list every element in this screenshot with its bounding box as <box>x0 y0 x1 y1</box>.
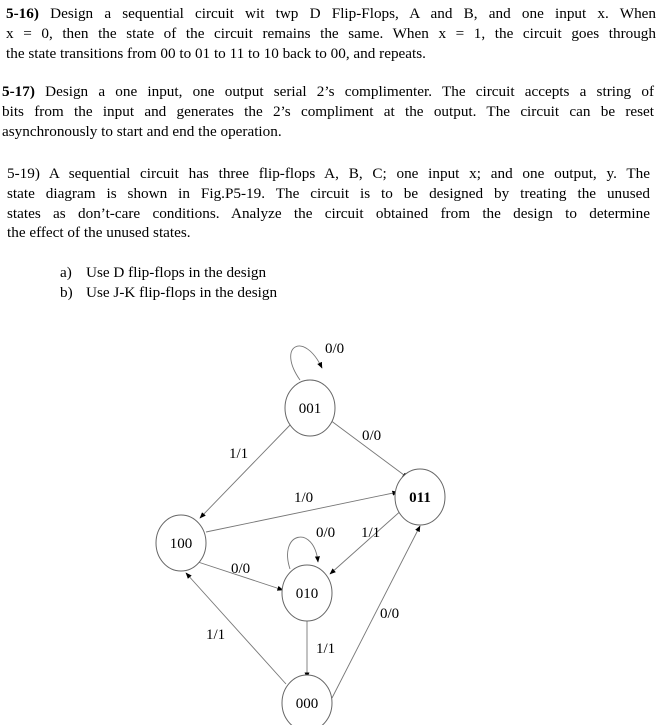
problem-line: the state transitions from 00 to 01 to 11 to 10 back to 00, and repeats. <box>6 44 426 62</box>
edge-label: 1/1 <box>316 641 336 657</box>
edge-label: 0/0 <box>362 428 382 444</box>
list-marker: a) <box>60 264 72 281</box>
edge-label: 0/0 <box>316 525 336 541</box>
edge-label: 0/0 <box>231 561 251 577</box>
edge-label: 0/0 <box>380 606 400 622</box>
edge-000-to-100 <box>186 573 286 684</box>
problem-line: 5-16) Design a sequential circuit wit twp D Flip-Flops, A and B, and one input x. When <box>6 5 656 22</box>
problem-line: state diagram is shown in Fig.P5-19. The circuit is to be designed by treating the unused <box>7 184 650 202</box>
edge-label: 1/1 <box>206 627 226 643</box>
problem-line: the effect of the unused states. <box>7 224 191 242</box>
problem-label: 5-16) <box>6 5 39 22</box>
state-011 <box>395 469 445 525</box>
edge-label: 1/0 <box>294 490 314 506</box>
state-100 <box>156 515 206 571</box>
list-text: Use D flip-flops in the design <box>86 264 267 281</box>
problem-label: 5-19) <box>7 165 40 182</box>
state-000 <box>282 675 332 725</box>
edge-011-to-010 <box>330 508 404 574</box>
edge-000-to-011 <box>332 526 420 698</box>
edge-label: 0/0 <box>325 341 345 357</box>
problem-line: 5-19) A sequential circuit has three flip-flops A, B, C; one input x; and one output, y. The <box>7 165 650 182</box>
state-011-label: 011 <box>409 490 431 506</box>
problem-line: bits from the input and generates the 2’s compliment at the output. The circuit can be reset <box>2 102 654 120</box>
self-loop-010 <box>288 537 318 569</box>
state-010 <box>282 565 332 621</box>
problem-line: asynchronously to start and end the operation. <box>2 122 282 140</box>
edge-label: 1/1 <box>361 525 381 541</box>
list-text: Use J-K flip-flops in the design <box>86 284 278 301</box>
problem-label: 5-17) <box>2 83 35 100</box>
state-000-label: 000 <box>295 696 319 712</box>
problem-line: x = 0, then the state of the circuit remains the same. When x = 1, the circuit goes through <box>6 24 656 42</box>
edge-label: 1/1 <box>229 446 249 462</box>
state-100-label: 100 <box>169 536 193 552</box>
problem-line: 5-17) Design a one input, one output serial 2’s complimenter. The circuit accepts a string of <box>2 83 654 100</box>
problem-line: states as don’t-care conditions. Analyze the circuit obtained from the design to determine <box>7 204 650 222</box>
state-010-label: 010 <box>295 586 319 602</box>
list-marker: b) <box>60 284 73 301</box>
state-001 <box>285 380 335 436</box>
self-loop-001 <box>291 346 322 380</box>
state-001-label: 001 <box>298 401 322 417</box>
edge-001-to-100 <box>200 423 292 518</box>
